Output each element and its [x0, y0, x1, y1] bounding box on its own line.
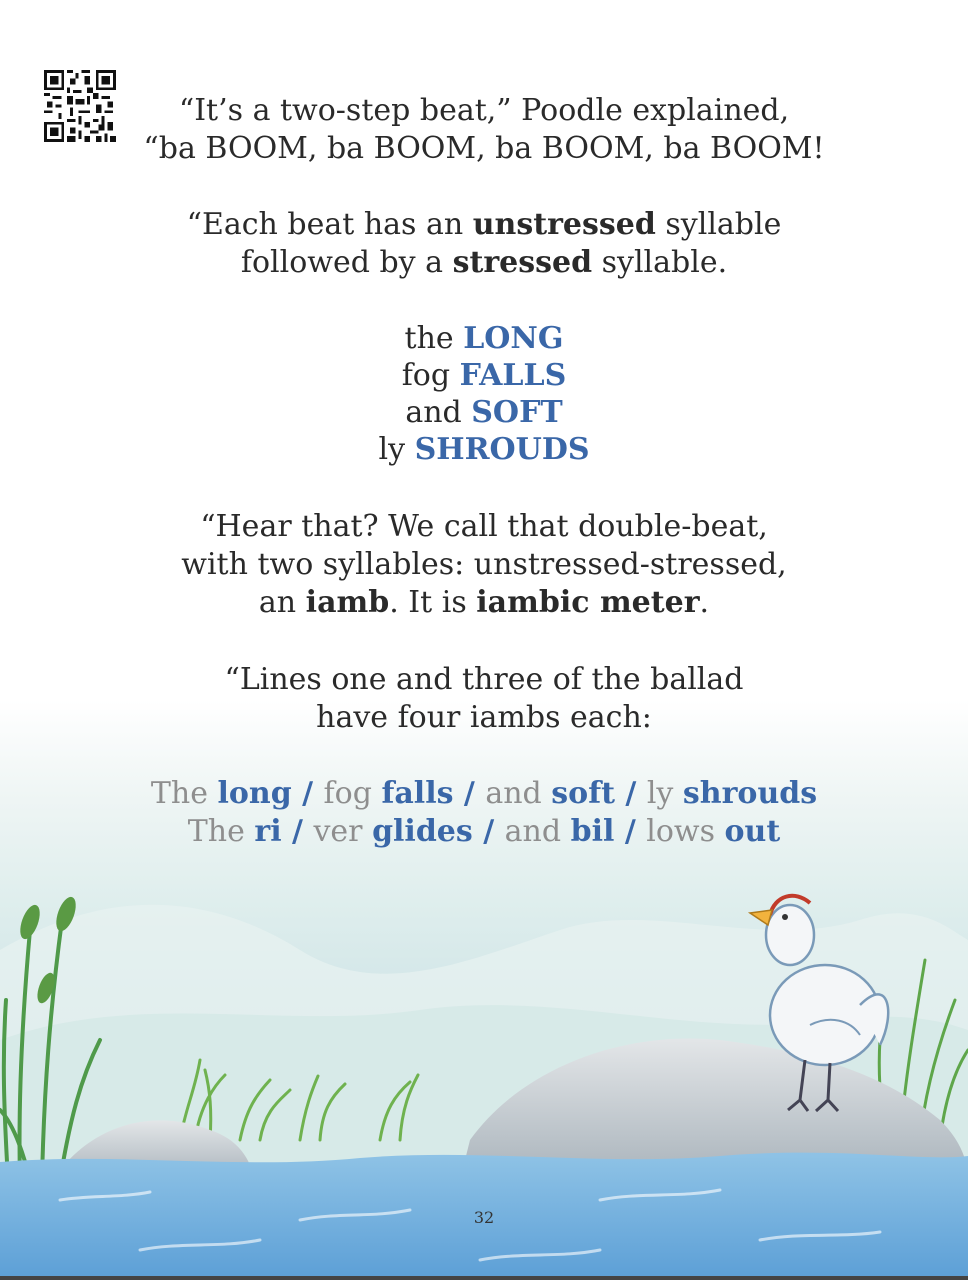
scansion-line-1 — [0, 775, 968, 813]
weak-syllable: ly — [378, 432, 415, 467]
explain-text: followed by a — [240, 245, 453, 280]
stressed: long — [217, 776, 292, 811]
intro-paragraph — [0, 92, 968, 168]
explain-text: syllable — [655, 207, 782, 242]
iamb-paragraph — [0, 508, 968, 622]
strong-syllable: LONG — [463, 321, 564, 356]
term-iamb: iamb — [305, 585, 390, 620]
stressed: falls — [381, 776, 454, 811]
term-iambic-meter: iambic meter — [476, 585, 700, 620]
stressed: shrouds — [682, 776, 818, 811]
stress-line — [0, 357, 968, 394]
unstressed: ly — [646, 776, 683, 811]
unstressed: fog — [323, 776, 382, 811]
stressed: out — [724, 814, 781, 849]
foot-divider: / — [291, 776, 324, 811]
stress-line — [0, 394, 968, 431]
stress-example — [0, 320, 968, 468]
iamb-line-2: with two syllables: unstressed-stressed, — [181, 547, 787, 582]
page-number: 32 — [473, 1208, 495, 1227]
weak-syllable: the — [404, 321, 464, 356]
term-unstressed: unstressed — [472, 207, 656, 242]
intro-line-2: “ba BOOM, ba BOOM, ba BOOM, ba BOOM! — [143, 131, 825, 166]
iamb-line-1: “Hear that? We call that double-beat, — [200, 509, 768, 544]
unstressed: The — [187, 814, 255, 849]
unstressed: lows — [646, 814, 725, 849]
foot-divider: / — [614, 814, 647, 849]
iamb-text: . It is — [389, 585, 477, 620]
strong-syllable: FALLS — [459, 358, 567, 393]
iamb-text: . — [699, 585, 710, 620]
explain-line-2 — [0, 244, 968, 282]
stressed: bil — [570, 814, 615, 849]
explain-text: “Each beat has an — [186, 207, 473, 242]
intro-line-1: “It’s a two-step beat,” Poodle explained, — [178, 93, 790, 128]
explain-line-1 — [0, 206, 968, 244]
weak-syllable: and — [405, 395, 472, 430]
lines-line-1: “Lines one and three of the ballad — [224, 662, 744, 697]
stress-line — [0, 320, 968, 357]
foot-divider: / — [614, 776, 647, 811]
unstressed: ver — [313, 814, 373, 849]
foot-divider: / — [281, 814, 314, 849]
unstressed: The — [150, 776, 218, 811]
page-bottom-border — [0, 1276, 968, 1280]
lines-paragraph — [0, 661, 968, 737]
strong-syllable: SOFT — [471, 395, 563, 430]
term-stressed: stressed — [452, 245, 593, 280]
explain-text: syllable. — [592, 245, 728, 280]
lines-line-2: have four iambs each: — [316, 700, 652, 735]
weak-syllable: fog — [401, 358, 460, 393]
stress-line — [0, 431, 968, 468]
iamb-line-3 — [0, 584, 968, 622]
strong-syllable: SHROUDS — [414, 432, 590, 467]
stressed: glides — [372, 814, 473, 849]
foot-divider: / — [453, 776, 486, 811]
stressed: soft — [551, 776, 615, 811]
unstressed: and — [485, 776, 552, 811]
iamb-text: an — [258, 585, 306, 620]
stressed: ri — [254, 814, 282, 849]
unstressed: and — [504, 814, 571, 849]
foot-divider: / — [472, 814, 505, 849]
explain-paragraph — [0, 206, 968, 282]
